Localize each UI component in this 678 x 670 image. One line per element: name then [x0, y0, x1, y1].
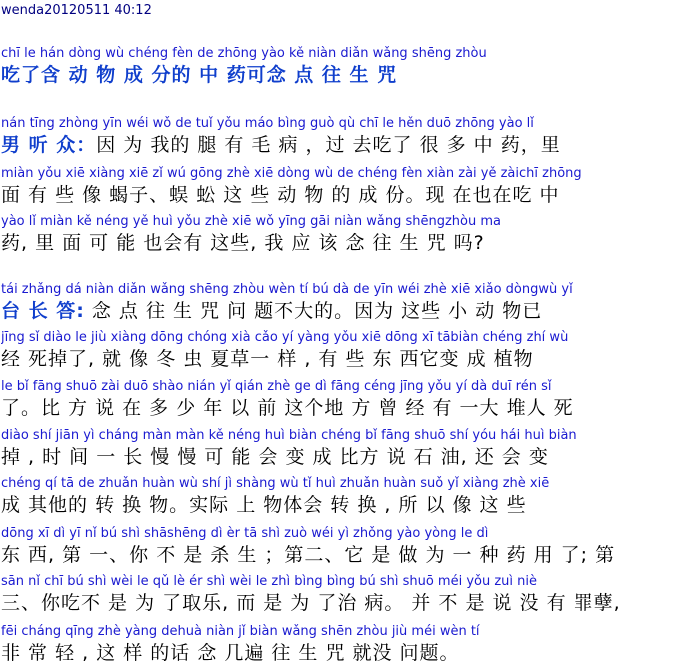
pinyin-line: dōng xī dì yī nǐ bú shì shāshēng dì èr tā shì zuò wéi yì zhǒng yào yòng le dì — [1, 526, 489, 541]
hanzi-line — [1, 445, 677, 470]
pinyin-line: nán tīng zhòng yīn wéi wǒ de tuǐ yǒu máo bìng guò qù chī le hěn duō zhōng yào lǐ — [1, 116, 534, 131]
pinyin-line: tái zhǎng dá niàn diǎn wǎng shēng zhòu wèn tí bú dà de yīn wéi zhè xiē xiǎo dòngwù yǐ — [1, 282, 573, 297]
hanzi-line — [1, 347, 677, 372]
line-pair — [1, 524, 677, 568]
hanzi-line — [1, 641, 677, 666]
pinyin-line: miàn yǒu xiē xiàng xiē zǐ wú gōng zhè xiē dòng wù de chéng fèn xiàn zài yě zàichī zhōng — [1, 166, 582, 181]
hanzi-text: 药, 里 面 可 能 也会有 这些, 我 应 该 念 往 生 咒 吗? — [1, 232, 485, 254]
pinyin-line: fēi cháng qīng zhè yàng dehuà niàn jǐ biàn wǎng shēn zhòu jiù méi wèn tí — [1, 624, 480, 639]
hanzi-text: 了。比 方 说 在 多 少 年 以 前 这个地 方 曾 经 有 一大 堆人 死 — [1, 397, 574, 419]
hanzi-text: 吃了含 动 物 成 分的 中 药可念 点 往 生 咒 — [1, 64, 398, 86]
hanzi-text: 念 点 往 生 咒 问 题不大的。因为 这些 小 动 物已 — [84, 300, 543, 322]
hanzi-text: 经 死掉了, 就 像 冬 虫 夏草一 样 , 有 些 东 西它变 成 植物 — [1, 348, 534, 370]
hanzi-text: 东 西, 第 一、你 不 是 杀 生 ；第二、它 是 做 为 一 种 药 用 了; 第 — [1, 544, 616, 566]
line-pair — [1, 164, 677, 208]
pinyin-line: le bǐ fāng shuō zài duō shào nián yǐ qián zhè ge dì fāng céng jīng yǒu yí dà duī rén sǐ — [1, 379, 552, 394]
pinyin-line: diào shí jiān yì cháng màn màn kě néng huì biàn chéng bǐ fāng shuō shí yóu hái huì biàn — [1, 428, 577, 443]
line-pair — [1, 44, 677, 88]
hanzi-line — [1, 183, 677, 208]
hanzi-line — [1, 543, 677, 568]
session-header: wenda20120511 40:12 — [1, 3, 152, 18]
line-pair — [1, 474, 677, 518]
speaker-label: 男 听 众： — [1, 134, 97, 156]
line-pair — [1, 328, 677, 372]
hanzi-line — [1, 133, 677, 158]
speaker-label: 台 长 答: — [1, 300, 85, 322]
hanzi-text: 非 常 轻 , 这 样 的话 念 几遍 往 生 咒 就没 问题。 — [1, 642, 460, 664]
line-pair — [1, 280, 677, 324]
hanzi-line — [1, 591, 677, 616]
line-pair — [1, 377, 677, 421]
pinyin-line: chī le hán dòng wù chéng fèn de zhōng yào kě niàn diǎn wǎng shēng zhòu — [1, 46, 487, 61]
hanzi-text: 成 其他的 转 换 物。实际 上 物体会 转 换 , 所 以 像 这 些 — [1, 494, 527, 516]
line-pair — [1, 114, 677, 158]
pinyin-line: chéng qí tā de zhuǎn huàn wù shí jì shàng wù tǐ huì zhuǎn huàn suǒ yǐ xiàng zhè xiē — [1, 476, 550, 491]
hanzi-text: 掉 , 时 间 一 长 慢 慢 可 能 会 变 成 比方 说 石 油, 还 会 变 — [1, 446, 549, 468]
line-pair — [1, 212, 677, 256]
pinyin-line: sān nǐ chī bú shì wèi le qǔ lè ér shì wèi le zhì bìng bìng bú shì shuō méi yǒu zuì niè — [1, 574, 538, 589]
hanzi-line — [1, 493, 677, 518]
hanzi-text: 面 有 些 像 蝎子、蜈 蚣 这 些 动 物 的 成 份。现 在也在吃 中 — [1, 184, 560, 206]
line-pair — [1, 572, 677, 616]
hanzi-line — [1, 299, 677, 324]
pinyin-line: yào lǐ miàn kě néng yě huì yǒu zhè xiē wǒ yīng gāi niàn wǎng shēngzhòu ma — [1, 214, 502, 229]
hanzi-line — [1, 231, 677, 256]
title-line — [1, 63, 677, 88]
hanzi-line — [1, 396, 677, 421]
line-pair — [1, 426, 677, 470]
line-pair — [1, 622, 677, 666]
pinyin-line: jīng sǐ diào le jiù xiàng dōng chóng xià cǎo yí yàng yǒu xiē dōng xī tābiàn chéng zhí wù — [1, 330, 569, 345]
hanzi-text: 因 为 我的 腿 有 毛 病 ，过 去吃了 很 多 中 药，里 — [96, 134, 561, 156]
hanzi-text: 三、你吃不 是 为 了取乐, 而 是 为 了治 病。 并 不 是 说 没 有 罪孽, — [1, 592, 621, 614]
